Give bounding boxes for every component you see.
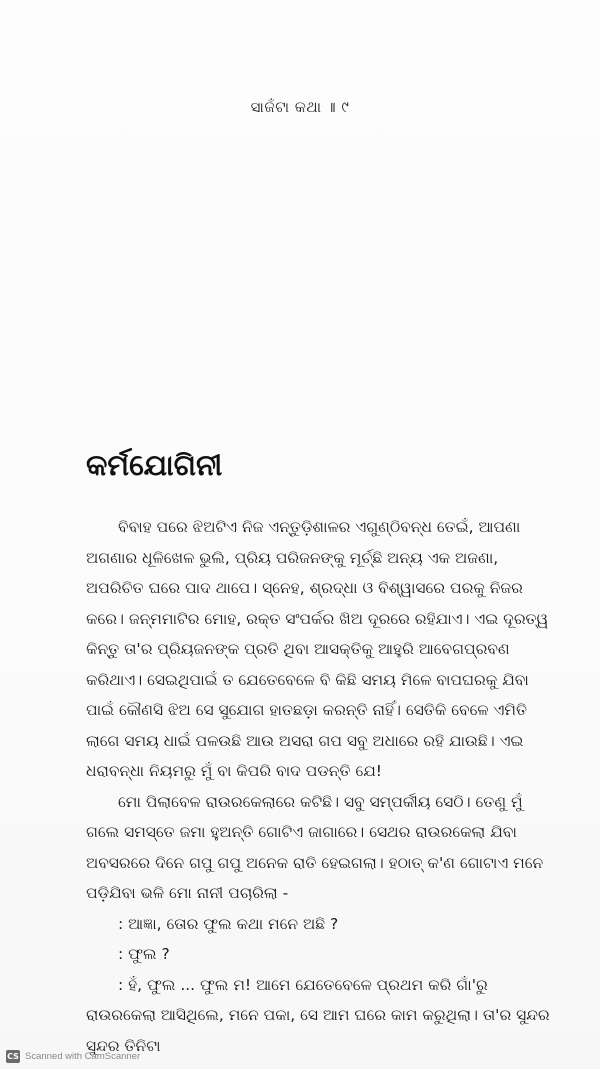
scanner-watermark xyxy=(6,1050,140,1063)
dialogue-line: : ହଁ, ଫୁଲ ... ଫୁଲ ମ! ଆମେ ଯେତେବେଳେ ପ୍ରଥମ କରି ଗାଁ'ରୁ ରାଉରକେଲା ଆସିଥିଲେ, ମନେ ପକା, ସେ ଆମ ଘରେ କାମ କରୁଥିଲା। ତା'ର ସୁନ୍ଦର ସୁନ୍ଦର ତିନିଟା xyxy=(86,975,550,1055)
paragraph: ମୋ ପିଲାବେଳ ରାଉରକେଲାରେ କଟିଛି। ସବୁ ସମ୍ପର୍କୀୟ ସେଠି। ତେଣୁ ମୁଁ ଗଲେ ସମସ୍ତେ ଜମା ହୁଅନ୍ତି ଗୋଟିଏ ଜାଗାରେ। ସେଥର ରାଉରକେଲା ଯିବା ଅବସରରେ ଦିନେ ଗପୁ ଗପୁ ଅନେକ ରାତି ହେଇଗଲା। ହଠାତ୍ କ'ଣ ଗୋଟାଏ ମନେ ପଡ଼ିଯିବା ଭଳି ମୋ ନାନୀ ପଚାରିଲା - xyxy=(86,792,544,902)
chapter-title: କର୍ମଯୋଗିନୀ xyxy=(86,448,223,482)
scanner-text: Scanned with CamScanner xyxy=(25,1051,141,1062)
dialogue-line: : ଫୁଲ ? xyxy=(118,945,170,963)
paragraph: ବିବାହ ପରେ ଝିଅଟିଏ ନିଜ ଏନ୍ତୁଡ଼ିଶାଳର ଏଗୁଣ୍ଠିବନ୍ଧ ତେଇଁ, ଆପଣା ଅଗଣାର ଧୂଳିଖେଳ ଭୁଲି, ପ୍ରିୟ ପରିଜନଙ୍କୁ ମୂର୍ଚ୍ଛି ଅନ୍ୟ ଏକ ଅଜଣା, ଅପରିଚିତ ଘରେ ପାଦ ଥାପେ। ସ୍ନେହ, ଶ୍ରଦ୍ଧା ଓ ବିଶ୍ୱାସରେ ପରକୁ ନିଜର କରେ। ଜନ୍ମମାଟିର ମୋହ, ରକ୍ତ ସଂପର୍କର ଖିଅ ଦୂରରେ ରହିଯାଏ। ଏଇ ଦୂରତ୍ୱ କିନ୍ତୁ ତା'ର ପ୍ରିୟଜନଙ୍କ ପ୍ରତି ଥିବା ଆସକ୍ତିକୁ ଆହୁରି ଆବେଗପ୍ରବଣ କରିଥାଏ। ସେଇଥିପାଇଁ ତ ଯେତେବେଳେ ବି କିଛି ସମୟ ମିଳେ ବାପଘରକୁ ଯିବା ପାଇଁ କୌଣସି ଝିଅ ସେ ସୁଯୋଗ ହାତଛଡ଼ା କରନ୍ତି ନାହିଁ। ସେତିକି ବେଳେ ଏମିତି ଲାଗେ ସମୟ ଧାଇଁ ପଳଉଛି ଆଉ ଅସରା ଗପ ସବୁ ଅଧାରେ ରହି ଯାଉଛି। ଏଇ ଧରାବନ୍ଧା ନିୟମରୁ ମୁଁ ବା କିପରି ବାଦ ପଡନ୍ତି ଯେ! xyxy=(86,518,549,780)
camscanner-logo-icon: CS xyxy=(7,1052,19,1061)
dialogue-line: : ଆଜ୍ଞା, ତୋର ଫୁଲ କଥା ମନେ ଅଛି ? xyxy=(118,914,339,933)
body-text xyxy=(86,512,556,1061)
running-header: ସାଜଁଟା କଥା ॥ ୯ xyxy=(250,98,350,116)
